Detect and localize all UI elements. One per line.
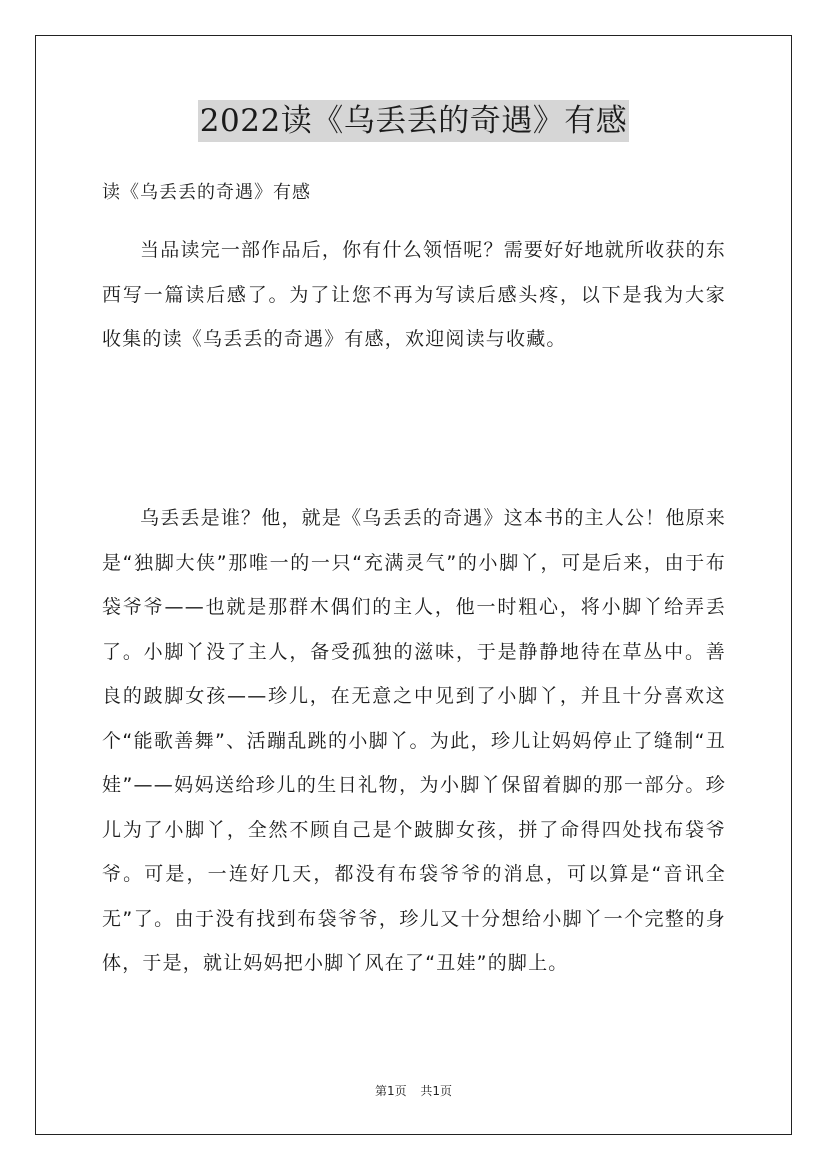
title-container: [0, 100, 827, 142]
document-title: 2022读《乌丢丢的奇遇》有感: [198, 100, 629, 142]
body-paragraph: 乌丢丢是谁？他，就是《乌丢丢的奇遇》这本书的主人公！他原来是“独脚大侠”那唯一的一只“充满灵气”的小脚丫，可是后来，由于布袋爷爷——也就是那群木偶们的主人，他一时粗心，将小脚丫给弄丢了。小脚丫没了主人，备受孤独的滋味，于是静静地待在草丛中。善良的跛脚女孩——珍儿，在无意之中见到了小脚丫，并且十分喜欢这个“能歌善舞”、活蹦乱跳的小脚丫。为此，珍儿让妈妈停止了缝制“丑娃”——妈妈送给珍儿的生日礼物，为小脚丫保留着脚的那一部分。珍儿为了小脚丫，全然不顾自己是个跛脚女孩，拼了命得四处找布袋爷爷。可是，一连好几天，都没有布袋爷爷的消息，可以算是“音讯全无”了。由于没有找到布袋爷爷，珍儿又十分想给小脚丫一个完整的身体，于是，就让妈妈把小脚丫风在了“丑娃”的脚上。: [102, 507, 726, 974]
page-footer: [0, 1082, 827, 1099]
document-subtitle: 读《乌丢丢的奇遇》有感: [102, 182, 311, 203]
intro-paragraph: 当品读完一部作品后，你有什么领悟呢？需要好好地就所收获的东西写一篇读后感了。为了让您不再为写读后感头疼，以下是我为大家收集的读《乌丢丢的奇遇》有感，欢迎阅读与收藏。: [102, 239, 726, 350]
page-total: 共1页: [420, 1084, 453, 1098]
page-number: 第1页: [374, 1084, 407, 1098]
